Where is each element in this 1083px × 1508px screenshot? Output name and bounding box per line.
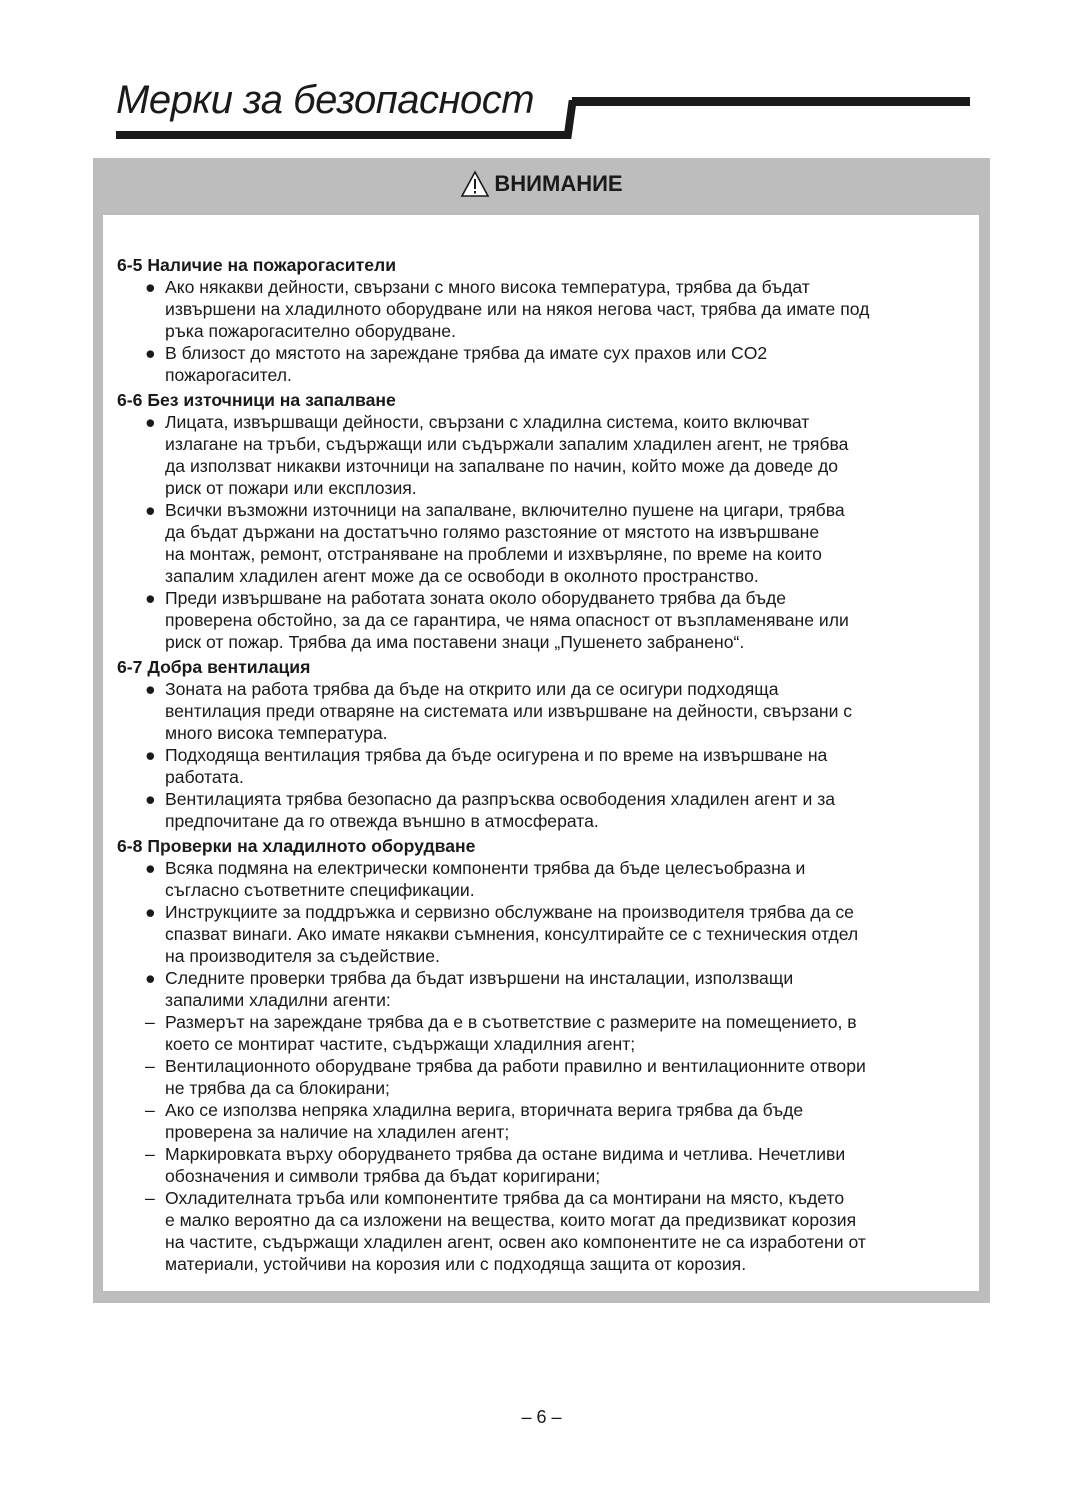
list-item xyxy=(117,1143,977,1187)
list-item-text: В близост до мястото на зареждане трябва да имате сух прахов или CO2 пожарогасител. xyxy=(165,343,768,385)
list-item xyxy=(117,411,977,499)
bullet-icon: ● xyxy=(145,679,156,699)
list-item-text: Размерът на зареждане трябва да е в съответствие с размерите на помещението, в което се монтират частите, съдържащи хладилния агент; xyxy=(165,1012,857,1054)
list-item xyxy=(117,1055,977,1099)
section-heading: 6-6 Без източници на запалване xyxy=(117,390,396,410)
bullet-icon: ● xyxy=(145,902,156,922)
warning-triangle-icon xyxy=(460,170,490,198)
title-rule xyxy=(116,131,570,139)
list-item-text: Вентилационното оборудване трябва да работи правилно и вентилационните отвори не трябва да са блокирани; xyxy=(165,1056,866,1098)
list-item xyxy=(117,1187,977,1275)
section-heading: 6-5 Наличие на пожарогасители xyxy=(117,255,397,275)
list-item-text: Следните проверки трябва да бъдат извършени на инсталации, използващи запалими хладилни агенти: xyxy=(165,968,794,1010)
bullet-icon: ● xyxy=(145,412,156,432)
dash-marker: – xyxy=(145,1144,155,1164)
list-item xyxy=(117,342,977,386)
bullet-icon: ● xyxy=(145,745,156,765)
list-item xyxy=(117,276,977,342)
list-item-text: Зоната на работа трябва да бъде на открито или да се осигури подходяща вентилация преди отваряне на системата или извършване на дейности, свързани с много висока температура. xyxy=(165,679,853,743)
caution-label: ВНИМАНИЕ xyxy=(494,171,623,196)
bullet-icon: ● xyxy=(145,858,156,878)
bullet-icon: ● xyxy=(145,789,156,809)
list-item-text: Ако някакви дейности, свързани с много висока температура, трябва да бъдат извършени на хладилното оборудване или на някоя негова част, трябва да имате под ръка пожарогасително оборудване. xyxy=(165,277,870,341)
list-item-text: Всяка подмяна на електрически компоненти трябва да бъде целесъобразна и съгласно съответните спецификации. xyxy=(165,858,806,900)
list-item-text: Подходяща вентилация трябва да бъде осигурена и по време на извършване на работата. xyxy=(165,745,828,787)
list-item-text: Инструкциите за поддръжка и сервизно обслужване на производителя трябва да се спазват винаги. Ако имате някакви съмнения, консултирайте се с техническия отдел на производителя за съдействие. xyxy=(165,902,859,966)
bullet-icon: ● xyxy=(145,277,156,297)
list-item-text: Охладителната тръба или компонентите трябва да са монтирани на място, където е малко вероятно да са изложени на вещества, които могат да предизвикат корозия на частите, съдържащи хладилен агент, освен ако компонентите не са изработени от материали, устойчиви на корозия или с подходяща защита от корозия. xyxy=(165,1188,866,1274)
bullet-icon: ● xyxy=(145,343,156,363)
list-item xyxy=(117,857,977,901)
dash-marker: – xyxy=(145,1100,155,1120)
bullet-icon: ● xyxy=(145,968,156,988)
list-item xyxy=(117,1011,977,1055)
list-item xyxy=(117,744,977,788)
list-item-text: Преди извършване на работата зоната около оборудването трябва да бъде проверена обстойно, за да се гарантира, че няма опасност от възпламеняване или риск от пожар. Трябва да има поставени знаци „Пушенето забранено“. xyxy=(165,588,849,652)
list-item-text: Ако се използва непряка хладилна верига, вторичната верига трябва да бъде проверена за наличие на хладилен агент; xyxy=(165,1100,804,1142)
title-rule-upper xyxy=(572,97,970,106)
caution-content xyxy=(117,251,977,1275)
page-title: Мерки за безопасност xyxy=(116,78,535,122)
list-item-text: Лицата, извършващи дейности, свързани с хладилна система, които включват излагане на тръби, съдържащи или съдържали запалим хладилен агент, не трябва да използват никакви източници на запалване по начин, който може да доведе до риск от пожари или експлозия. xyxy=(165,412,849,498)
dash-marker: – xyxy=(145,1012,155,1032)
list-item-text: Всички възможни източници на запалване, включително пушене на цигари, трябва да бъдат държани на достатъчно голямо разстояние от мястото на извършване на монтаж, ремонт, отстраняване на проблеми и изхвърляне, по време на които запалим хладилен агент може да се освободи в околното пространство. xyxy=(165,500,845,586)
list-item xyxy=(117,967,977,1011)
list-item-text: Вентилацията трябва безопасно да разпръсква освободения хладилен агент и за предпочитане да го отвежда външно в атмосферата. xyxy=(165,789,836,831)
bullet-icon: ● xyxy=(145,588,156,608)
page-number: – 6 – xyxy=(521,1407,562,1427)
bullet-icon: ● xyxy=(145,500,156,520)
list-item xyxy=(117,1099,977,1143)
list-item xyxy=(117,499,977,587)
section-heading: 6-8 Проверки на хладилното оборудване xyxy=(117,836,476,856)
caution-header xyxy=(93,170,990,198)
list-item-text: Маркировката върху оборудването трябва да остане видима и четлива. Нечетливи обозначения и символи трябва да бъдат коригирани; xyxy=(165,1144,846,1186)
dash-marker: – xyxy=(145,1056,155,1076)
dash-marker: – xyxy=(145,1188,155,1208)
list-item xyxy=(117,587,977,653)
list-item xyxy=(117,788,977,832)
section-heading: 6-7 Добра вентилация xyxy=(117,657,311,677)
list-item xyxy=(117,678,977,744)
list-item xyxy=(117,901,977,967)
